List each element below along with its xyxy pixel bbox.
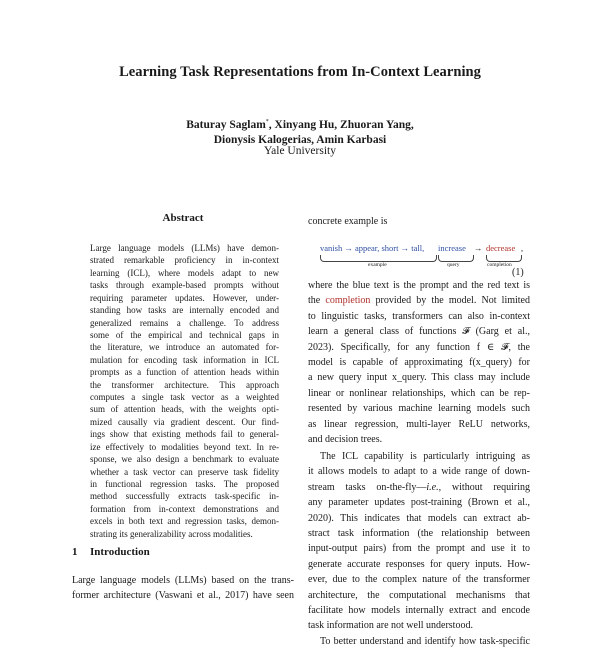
abstract-line: ings show that existing methods fail to general-	[90, 429, 279, 440]
text-line: any parameter updates post-training (Brown et al.,	[308, 497, 530, 509]
abstract-line: generalized remains a challenge. To address	[90, 317, 279, 328]
equation-trail: ,	[521, 243, 524, 253]
equation-brace-example	[320, 255, 437, 262]
text-line: architecture, the computational mechanisms that	[308, 589, 530, 601]
abstract-line: some of the empirical and technical gaps in	[90, 329, 279, 340]
abstract-heading: Abstract	[162, 212, 204, 224]
text-line: input-output pairs) from the prompt and use it to	[308, 543, 530, 555]
abstract-line: standing how tasks are internally encoded and	[90, 305, 279, 316]
abstract-line: strated remarkable proficiency in in-context	[90, 255, 279, 266]
equation-label-example: example	[368, 262, 387, 268]
abstract-line: ize effectively to modalities beyond text. In re-	[90, 441, 279, 452]
equation-label-completion: completion	[487, 262, 512, 268]
equation-brace-query	[438, 255, 474, 262]
affiliation: Yale University	[264, 145, 336, 157]
author-line2: Dionysis Kalogerias, Amin Karbasi	[213, 133, 387, 146]
abstract-line: sum of attention heads, with the weights opti-	[90, 404, 279, 415]
text-line: to linguistic tasks, transformers can also in-context	[308, 310, 530, 322]
section-number: 1	[72, 546, 78, 558]
intro-line: former architecture (Vaswani et al., 2017) have seen	[72, 590, 294, 602]
text-line: 2020). This indicates that models can extract ab-	[308, 512, 530, 524]
text-line: and decision trees.	[308, 434, 383, 446]
abstract-line: Large language models (LLMs) have demon-	[90, 243, 279, 253]
abstract-line: whether a task vector can preserve task fidelity	[90, 466, 279, 477]
text-line: linear or nonlinear relationships, which can be rep-	[308, 387, 530, 399]
text-line: the completion provided by the model. Not limited	[308, 295, 530, 307]
text-line: where the blue text is the prompt and the red text is	[308, 280, 530, 291]
introduction-body	[72, 573, 294, 604]
abstract-line: in functional regression tasks. The proposed	[90, 479, 279, 490]
paper-title: Learning Task Representations from In-Context Learning	[119, 64, 481, 80]
equation-example-text: vanish → appear, short → tall,	[320, 243, 425, 253]
equation-query-text: increase	[438, 243, 466, 253]
text-line: model is capable of approximating f(x_query) for	[308, 357, 530, 369]
ie-italic: i.e.,	[426, 481, 442, 493]
author-footnote-mark: *	[265, 119, 269, 125]
abstract-line: learning (ICL), where models adapt to new	[90, 267, 279, 278]
right-column-paragraph-1	[308, 278, 530, 447]
text-line: To better understand and identify how task-specific	[320, 635, 530, 647]
text-line: generate accurate responses for query inputs. How-	[308, 558, 530, 570]
abstract-line: formation from in-context demonstrations and	[90, 503, 279, 514]
text-line: ever, due to the complex nature of the transformer	[308, 574, 530, 586]
abstract-line: prompts as a function of attention heads within	[90, 367, 279, 378]
equation-arrow: →	[474, 243, 483, 253]
equation-1	[320, 243, 530, 283]
intro-line: Large language models (LLMs) based on the trans-	[72, 575, 294, 586]
text-line: task information are not well understood.	[308, 620, 473, 632]
abstract-line: tasks through example-based prompts without	[90, 280, 279, 291]
equation-completion-text: decrease	[486, 243, 516, 253]
author-list	[0, 115, 600, 148]
text-line: as linear regression, multi-layer ReLU networks,	[308, 418, 530, 430]
equation-label-query: query	[447, 262, 460, 268]
text-line: learn a general class of functions 𝓕 (Garg et al.,	[308, 326, 530, 338]
abstract-line: excels in both text and regression tasks, demon-	[90, 516, 279, 527]
equation-brace-completion	[486, 255, 522, 262]
author-first: Baturay Saglam	[186, 118, 266, 131]
section-title: Introduction	[90, 546, 150, 558]
abstract-line: the literature, we introduce an automated for-	[90, 342, 279, 353]
abstract-line: computes a single task vector as a weighted	[90, 392, 279, 403]
author-line1-rest: , Xinyang Hu, Zhuoran Yang,	[268, 118, 414, 131]
equation-number: (1)	[512, 267, 524, 278]
text-line: stream tasks on-the-fly—i.e., without requiring	[308, 481, 531, 493]
abstract-line: requiring parameter updates. However, under-	[90, 292, 279, 303]
abstract-line: strating its generalizability across modalities.	[90, 528, 253, 539]
text-line: stract task information (the relationship between	[308, 528, 530, 540]
text-line: facilitate how models internally extract and encode	[308, 605, 530, 617]
text-line: 2023). Specifically, for any function f ∈ 𝓕, the	[308, 341, 530, 353]
text-line: The ICL capability is particularly intriguing as	[320, 451, 530, 462]
text-line: a new query input x_query. This class may include	[308, 372, 530, 384]
abstract-line: the transformer architecture. This approach	[90, 379, 279, 390]
abstract-body	[90, 242, 279, 540]
text-line: resented by various machine learning models such	[308, 403, 530, 415]
abstract-line: sponse, we also design a benchmark to evaluate	[90, 454, 279, 465]
completion-highlight: completion	[325, 295, 371, 307]
abstract-line: method successfully extracts task-specific in-	[90, 491, 279, 502]
right-column-paragraph-2	[308, 449, 530, 649]
right-column-lead: concrete example is	[308, 216, 388, 227]
abstract-line: mulation for encoding task information in ICL	[90, 354, 279, 365]
text-line: it allows models to adapt to a wide range of down-	[308, 466, 530, 478]
abstract-line: mized causally via gradient descent. Our find-	[90, 416, 279, 427]
section-heading-introduction	[72, 546, 150, 558]
